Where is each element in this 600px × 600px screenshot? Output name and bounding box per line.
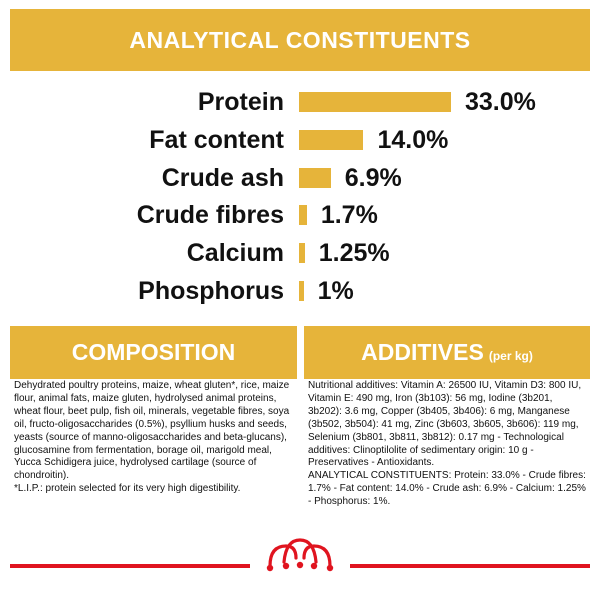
bar-value-label: 6.9%: [344, 163, 402, 192]
bar-value-label: 33.0%: [465, 88, 536, 116]
bar-label: Calcium: [186, 239, 284, 268]
additives-body: [308, 380, 586, 509]
additives-header: [304, 326, 590, 379]
composition-body: [14, 380, 294, 496]
bar: [299, 243, 305, 263]
bar-label: Phosphorus: [138, 277, 284, 305]
footer-red-line-left: [10, 564, 250, 568]
bar-label: Crude fibres: [136, 201, 284, 230]
bar-row: [0, 87, 600, 117]
composition-header: [10, 326, 297, 379]
bar-label: Crude ash: [161, 163, 284, 192]
bar: [299, 168, 331, 188]
composition-title: COMPOSITION: [71, 339, 236, 365]
bar-value-label: 1%: [317, 277, 354, 305]
additives-constituents: ANALYTICAL CONSTITUENTS: Protein: 33.0% - Crude fibres: 1.7% - Fat content: 14.0% - Crude ash: 6.9% - Calcium: 1.25% - Phosphorus: 1%.: [308, 470, 586, 508]
additives-text: Nutritional additives: Vitamin A: 26500 IU, Vitamin D3: 800 IU, Vitamin E: 490 mg, Iron (3b103): 56 mg, Iodine (3b201, 3b202): 3.6 mg, Copper (3b405, 3b406): 6 mg, Manganese (3b502, 3b504): 41 mg, Zinc (3b603, 3b605, 3b606): 119 mg, Selenium (3b801, 3b811, 3b812): 0.17 mg - Technological additives: Clinoptilolite of sedimentary origin: 10 g - Preservatives - Antioxidants.: [308, 380, 582, 469]
bar-label: Protein: [197, 88, 284, 116]
bar-value-label: 14.0%: [377, 125, 449, 154]
bar: [299, 281, 304, 301]
composition-footnote: *L.I.P.: protein selected for its very high digestibility.: [14, 483, 241, 495]
bar: [299, 130, 363, 150]
bar-label: Fat content: [149, 125, 284, 154]
banner-title: ANALYTICAL CONSTITUENTS: [129, 26, 471, 53]
royal-canin-crown-logo-icon: [256, 532, 344, 576]
bar: [299, 92, 451, 112]
bar-value-label: 1.7%: [320, 201, 378, 230]
bar-row: [0, 276, 600, 306]
bar-value-label: 1.25%: [318, 239, 390, 268]
bar-row: [0, 200, 600, 230]
additives-title: ADDITIVES: [361, 339, 484, 365]
bar-row: [0, 125, 600, 155]
bar: [299, 205, 307, 225]
additives-subtitle: (per kg): [488, 348, 533, 363]
analytical-constituents-banner: [10, 9, 590, 71]
bar-row: [0, 238, 600, 268]
bar-row: [0, 163, 600, 193]
footer-red-line-right: [350, 564, 590, 568]
composition-text: Dehydrated poultry proteins, maize, wheat gluten*, rice, maize flour, animal fats, maize gluten, hydrolysed animal proteins, wheat flour, beet pulp, fish oil, minerals, vegetable fibres, soya oil, fructo-oligosaccharides (0.5%), psyllium husks and seeds, yeasts (source of manno-oligosaccharides and beta-glucans), glucosamine from fermentation, borage oil, marigold meal, Yucca Schidigera juice, hydrolysed cartilage (source of chondroitin).: [14, 380, 290, 482]
